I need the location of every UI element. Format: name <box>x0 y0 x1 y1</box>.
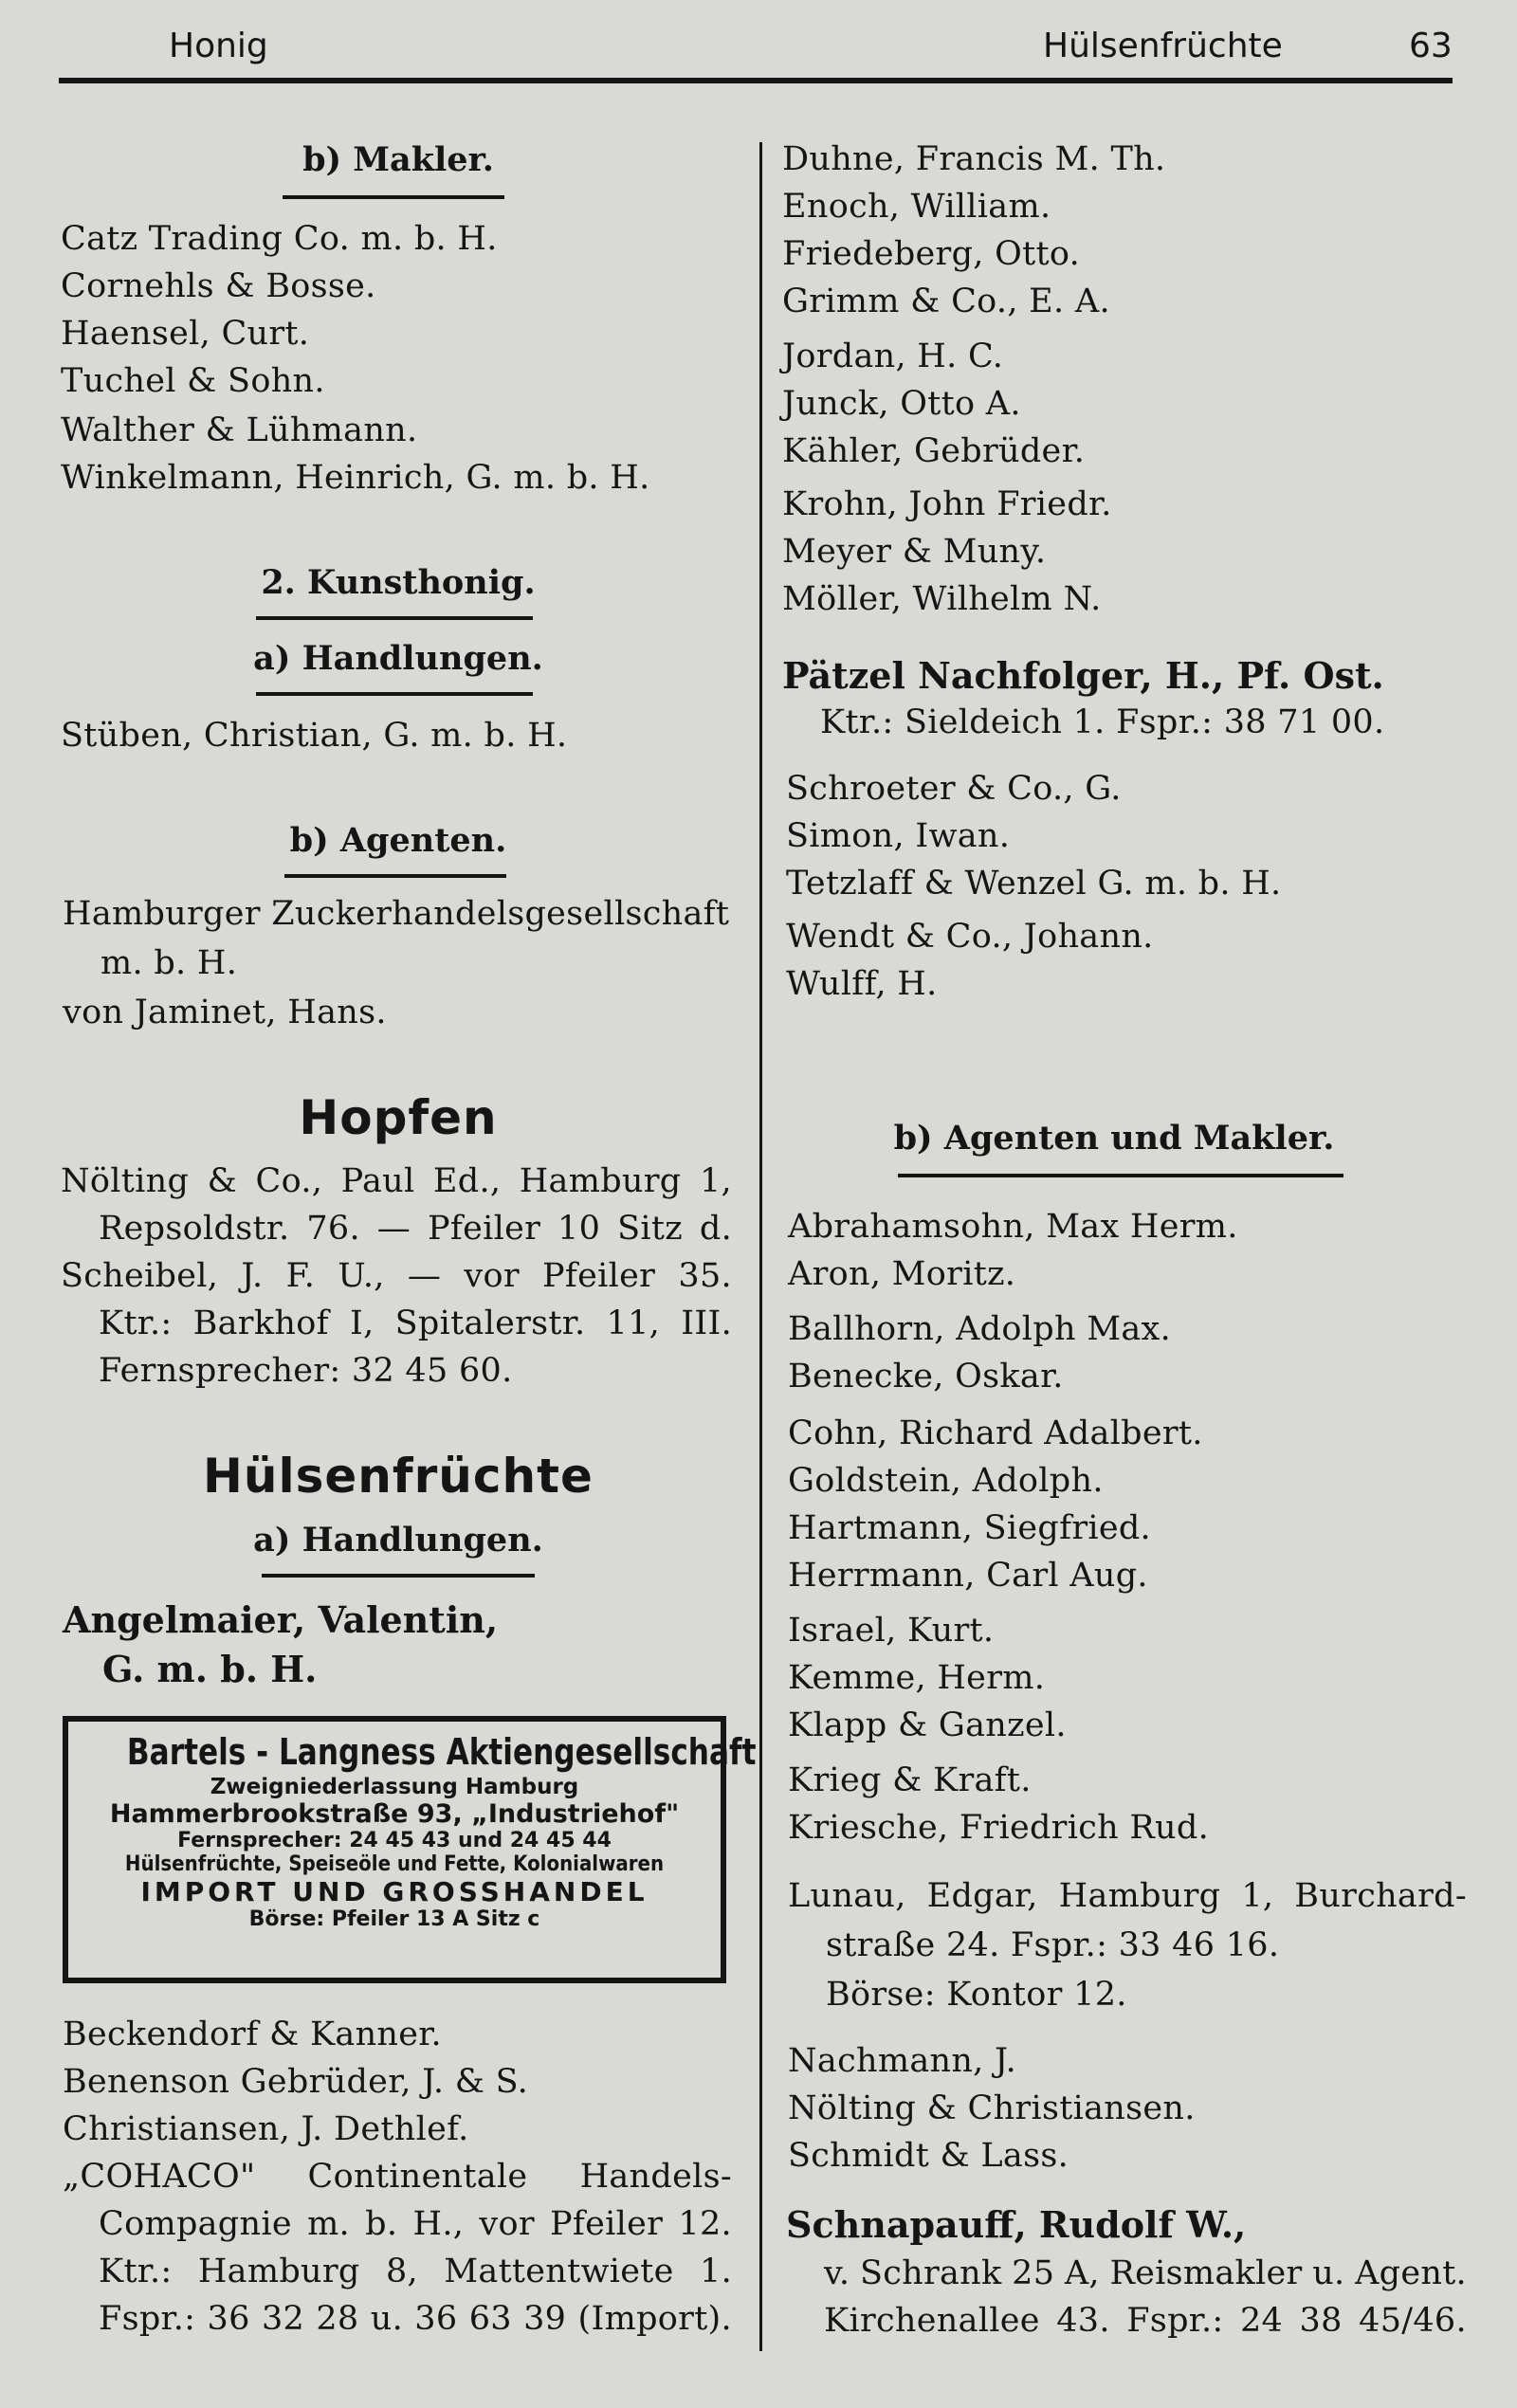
ad-branch: Zweigniederlassung Hamburg <box>210 1775 579 1799</box>
list-item: Wendt & Co., Johann. <box>786 918 1154 956</box>
header-rule <box>59 78 1453 83</box>
list-item: Krohn, John Friedr. <box>782 485 1112 523</box>
section-makler-title: b) Makler. <box>302 140 494 179</box>
bold-entry: Schnapauff, Rudolf W., <box>786 2203 1247 2246</box>
list-item: Nachmann, J. <box>788 2042 1017 2080</box>
list-item: Stüben, Christian, G. m. b. H. <box>61 717 568 755</box>
list-item: Wulff, H. <box>786 965 938 1003</box>
list-item-cont: Ktr.: Barkhof I, Spitalerstr. 11, III. <box>99 1304 732 1342</box>
ad-address: Hammerbrookstraße 93, „Industriehof" <box>109 1799 680 1829</box>
list-item: Kemme, Herm. <box>788 1659 1046 1697</box>
list-item: Benecke, Oskar. <box>788 1358 1064 1396</box>
list-item: Enoch, William. <box>782 188 1051 226</box>
bold-entry-cont: G. m. b. H. <box>102 1648 318 1690</box>
list-item: Kriesche, Friedrich Rud. <box>788 1809 1209 1847</box>
list-item-cont: Börse: Kontor 12. <box>826 1976 1127 2014</box>
list-item: Kähler, Gebrüder. <box>782 432 1086 470</box>
list-item: Winkelmann, Heinrich, G. m. b. H. <box>61 459 650 497</box>
section-rule <box>262 1574 535 1578</box>
column-divider <box>759 142 762 2351</box>
list-item: von Jaminet, Hans. <box>63 994 387 1031</box>
list-item-cont: m. b. H. <box>101 944 238 982</box>
list-item: Scheibel, J. F. U., — vor Pfeiler 35. <box>61 1257 732 1295</box>
ad-exchange: Börse: Pfeiler 13 A Sitz c <box>248 1907 540 1931</box>
bold-entry: Pätzel Nachfolger, H., Pf. Ost. <box>782 654 1384 697</box>
list-item: Haensel, Curt. <box>61 315 310 353</box>
list-item: Israel, Kurt. <box>788 1612 995 1650</box>
section-agenten-title: b) Agenten. <box>289 821 507 860</box>
list-item: Grimm & Co., E. A. <box>782 283 1110 320</box>
list-item: Lunau, Edgar, Hamburg 1, Burchard- <box>788 1877 1467 1915</box>
list-item-cont: Fspr.: 36 32 28 u. 36 63 39 (Import). <box>99 2300 732 2338</box>
list-item-cont: Kirchenallee 43. Fspr.: 24 38 45/46. <box>824 2302 1467 2340</box>
list-item: Goldstein, Adolph. <box>788 1462 1104 1500</box>
list-item: Catz Trading Co. m. b. H. <box>61 220 498 258</box>
advertisement-box <box>63 1716 757 1983</box>
ad-goods: Hülsenfrüchte, Speiseöle und Fette, Kolonialwaren <box>124 1852 665 1876</box>
list-item-cont: straße 24. Fspr.: 33 46 16. <box>826 1926 1280 1964</box>
list-item-cont: Repsoldstr. 76. — Pfeiler 10 Sitz d. <box>99 1210 732 1248</box>
bold-entry: Angelmaier, Valentin, <box>63 1598 499 1641</box>
ad-company: Bartels - Langness Aktiengesellschaft <box>126 1731 757 1773</box>
heading-huelsenfruechte: Hülsenfrüchte <box>203 1449 594 1504</box>
list-item: Schmidt & Lass. <box>788 2137 1069 2175</box>
list-item: Meyer & Muny. <box>782 533 1047 571</box>
page-number: 63 <box>1409 27 1453 65</box>
list-item: Friedeberg, Otto. <box>782 235 1081 273</box>
list-item: Tuchel & Sohn. <box>61 362 325 400</box>
list-item: Aron, Moritz. <box>788 1255 1016 1293</box>
header-left: Honig <box>169 27 268 65</box>
page-header <box>0 21 1517 78</box>
list-item: „COHACO" Continentale Handels- <box>63 2158 732 2196</box>
section-handlungen-title: a) Handlungen. <box>253 1521 543 1560</box>
list-item-cont: Ktr.: Sieldeich 1. Fspr.: 38 71 00. <box>820 703 1385 741</box>
list-item-cont: Fernsprecher: 32 45 60. <box>99 1352 513 1390</box>
list-item: Schroeter & Co., G. <box>786 770 1122 808</box>
section-kunsthonig-title: 2. Kunsthonig. <box>261 563 536 602</box>
list-item: Cohn, Richard Adalbert. <box>788 1414 1203 1452</box>
list-item: Simon, Iwan. <box>786 817 1011 855</box>
section-rule <box>898 1174 1343 1177</box>
section-rule <box>283 195 504 199</box>
section-rule <box>284 874 506 878</box>
list-item: Abrahamsohn, Max Herm. <box>788 1208 1238 1246</box>
list-item-cont: Compagnie m. b. H., vor Pfeiler 12. <box>99 2205 732 2243</box>
list-item: Jordan, H. C. <box>782 337 1004 375</box>
list-item: Duhne, Francis M. Th. <box>782 140 1166 178</box>
list-item: Hartmann, Siegfried. <box>788 1509 1151 1547</box>
section-agenten-makler-title: b) Agenten und Makler. <box>893 1119 1335 1158</box>
list-item: Cornehls & Bosse. <box>61 267 376 305</box>
ad-trade: IMPORT UND GROSSHANDEL <box>140 1876 649 1907</box>
list-item: Hamburger Zuckerhandelsgesellschaft <box>63 895 730 933</box>
list-item: Junck, Otto A. <box>782 385 1021 423</box>
heading-hopfen: Hopfen <box>299 1090 498 1145</box>
list-item: Herrmann, Carl Aug. <box>788 1557 1148 1595</box>
list-item: Christiansen, J. Dethlef. <box>63 2110 469 2148</box>
list-item: Walther & Lühmann. <box>61 411 418 449</box>
list-item: Benenson Gebrüder, J. & S. <box>63 2063 529 2101</box>
ad-phone: Fernsprecher: 24 45 43 und 24 45 44 <box>177 1829 612 1852</box>
list-item: Nölting & Christiansen. <box>788 2089 1196 2127</box>
section-rule <box>256 692 533 696</box>
list-item: Klapp & Ganzel. <box>788 1706 1067 1744</box>
section-handlungen-title: a) Handlungen. <box>253 639 543 678</box>
list-item: Beckendorf & Kanner. <box>63 2016 442 2053</box>
section-rule <box>256 616 533 620</box>
list-item: Möller, Wilhelm N. <box>782 580 1102 618</box>
list-item-cont: v. Schrank 25 A, Reismakler u. Agent. <box>824 2254 1467 2292</box>
list-item: Krieg & Kraft. <box>788 1761 1032 1799</box>
header-center: Hülsenfrüchte <box>1043 27 1283 65</box>
list-item: Tetzlaff & Wenzel G. m. b. H. <box>786 865 1282 903</box>
list-item-cont: Ktr.: Hamburg 8, Mattentwiete 1. <box>99 2253 732 2290</box>
list-item: Nölting & Co., Paul Ed., Hamburg 1, <box>61 1162 732 1200</box>
list-item: Ballhorn, Adolph Max. <box>788 1310 1171 1348</box>
